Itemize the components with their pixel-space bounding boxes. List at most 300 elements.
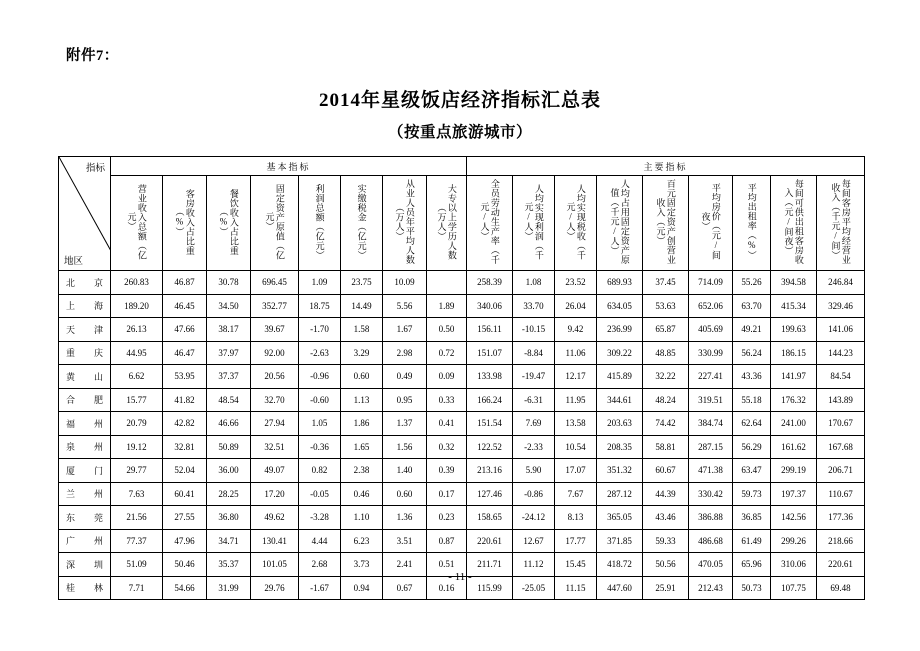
table-cell-value: 144.23 (817, 341, 865, 365)
table-cell-value: 84.54 (817, 365, 865, 389)
table-cell-value: 9.42 (555, 318, 597, 342)
table-cell-value: 418.72 (597, 553, 643, 577)
table-cell-value: 241.00 (771, 412, 817, 436)
table-cell-value: 142.56 (771, 506, 817, 530)
column-header-text: 营业收入总额（亿元） (126, 183, 147, 260)
table-cell-value: 48.54 (207, 388, 251, 412)
table-cell-value: 344.61 (597, 388, 643, 412)
table-cell-region: 重 庆 (59, 341, 111, 365)
table-cell-value: -2.63 (299, 341, 341, 365)
table-cell-value: 17.77 (555, 529, 597, 553)
table-cell-value: 0.16 (427, 576, 467, 600)
table-cell-value: 58.81 (643, 435, 689, 459)
table-cell-value: 3.29 (341, 341, 383, 365)
attachment-label: 附件7： (66, 48, 119, 64)
column-header (251, 176, 299, 271)
table-cell-value: 54.66 (163, 576, 207, 600)
table-cell-value: -0.96 (299, 365, 341, 389)
table-cell-value: 384.74 (689, 412, 733, 436)
table-cell-value: 714.09 (689, 271, 733, 295)
corner-label-metric: 指标 (85, 164, 105, 174)
table-cell-value: 17.07 (555, 459, 597, 483)
table-cell-value: 13.58 (555, 412, 597, 436)
table-cell-value: 652.06 (689, 294, 733, 318)
table-cell-value: 21.56 (111, 506, 163, 530)
column-header (427, 176, 467, 271)
table-cell-value: 0.72 (427, 341, 467, 365)
column-header (163, 176, 207, 271)
table-cell-value: 6.62 (111, 365, 163, 389)
column-header (689, 176, 733, 271)
table-cell-value: 10.09 (383, 271, 427, 295)
table-cell-value: 143.89 (817, 388, 865, 412)
column-header (513, 176, 555, 271)
table-cell-value: 1.08 (513, 271, 555, 295)
table-cell-value: 27.55 (163, 506, 207, 530)
table-cell-value: 122.52 (467, 435, 513, 459)
table-cell-value: 46.45 (163, 294, 207, 318)
table-cell-value: 0.46 (341, 482, 383, 506)
table-cell-value: 258.39 (467, 271, 513, 295)
table-cell-value: 50.46 (163, 553, 207, 577)
table-cell-value: 161.62 (771, 435, 817, 459)
table-cell-value: 199.63 (771, 318, 817, 342)
table-cell-value: 213.16 (467, 459, 513, 483)
table-cell-value: 7.67 (555, 482, 597, 506)
table-cell-value: 340.06 (467, 294, 513, 318)
table-cell-value: -25.05 (513, 576, 555, 600)
table-cell-value: 7.63 (111, 482, 163, 506)
table-cell-value: 49.62 (251, 506, 299, 530)
table-cell-value: 0.49 (383, 365, 427, 389)
column-header (383, 176, 427, 271)
table-cell-value: 25.91 (643, 576, 689, 600)
column-header (597, 176, 643, 271)
table-cell-region: 广 州 (59, 529, 111, 553)
table-cell-value: 141.06 (817, 318, 865, 342)
table-cell-value: -0.60 (299, 388, 341, 412)
table-cell-value: 1.37 (383, 412, 427, 436)
table-cell-value: 206.71 (817, 459, 865, 483)
table-cell-value: 0.51 (427, 553, 467, 577)
table-cell-value: 77.37 (111, 529, 163, 553)
table-cell-value: 310.06 (771, 553, 817, 577)
table-cell-value: 0.23 (427, 506, 467, 530)
table-cell-value: 56.29 (733, 435, 771, 459)
table-cell-value: 470.05 (689, 553, 733, 577)
table-cell-value: 208.35 (597, 435, 643, 459)
table-cell-region: 福 州 (59, 412, 111, 436)
table-cell-value: 60.67 (643, 459, 689, 483)
table-cell-value: 36.85 (733, 506, 771, 530)
table-cell-value: 32.22 (643, 365, 689, 389)
table-cell-value: 0.32 (427, 435, 467, 459)
table-cell-value: 10.54 (555, 435, 597, 459)
table-cell-value: 218.66 (817, 529, 865, 553)
table-cell-value: 59.73 (733, 482, 771, 506)
table-cell-value: 12.17 (555, 365, 597, 389)
table-cell-region: 泉 州 (59, 435, 111, 459)
table-cell-value: 133.98 (467, 365, 513, 389)
table-cell-value: 2.38 (341, 459, 383, 483)
table-cell-value: 28.25 (207, 482, 251, 506)
table-cell-value: 15.77 (111, 388, 163, 412)
table-cell-value: 151.07 (467, 341, 513, 365)
table-cell-value: 6.23 (341, 529, 383, 553)
table-cell-value: 12.67 (513, 529, 555, 553)
column-header-text: 人均占用固定资产原值（千元/人） (609, 179, 630, 265)
table-cell-value: 351.32 (597, 459, 643, 483)
column-header (207, 176, 251, 271)
table-cell-value: 7.71 (111, 576, 163, 600)
table-cell-value: 11.95 (555, 388, 597, 412)
table-cell-value: 330.42 (689, 482, 733, 506)
table-cell-region: 桂 林 (59, 576, 111, 600)
table-cell-value: 50.73 (733, 576, 771, 600)
table-cell-value: 386.88 (689, 506, 733, 530)
table-cell-value: 405.69 (689, 318, 733, 342)
table-cell-value: -0.86 (513, 482, 555, 506)
table-cell-value: -0.36 (299, 435, 341, 459)
table-cell-value: 1.89 (427, 294, 467, 318)
table-cell-value: -1.67 (299, 576, 341, 600)
table-cell-value: 56.24 (733, 341, 771, 365)
table-cell-value: 65.96 (733, 553, 771, 577)
table-cell-value: 11.12 (513, 553, 555, 577)
table-cell-value: 110.67 (817, 482, 865, 506)
table-cell-value: 1.05 (299, 412, 341, 436)
column-header (111, 176, 163, 271)
table-cell-value: 49.07 (251, 459, 299, 483)
table-cell-value: 50.89 (207, 435, 251, 459)
table-cell-value: 48.85 (643, 341, 689, 365)
table-row (59, 435, 865, 459)
table-cell-value: 130.41 (251, 529, 299, 553)
table-cell-value: 18.75 (299, 294, 341, 318)
table-cell-value: -10.15 (513, 318, 555, 342)
table-body (59, 271, 865, 600)
column-header-text: 每间可供出租客房收入（元/间夜） (783, 179, 804, 265)
table-cell-region: 厦 门 (59, 459, 111, 483)
table-group-header-row (59, 157, 865, 176)
column-header-text: 平均出租率（%） (746, 183, 757, 261)
table-cell-value: 14.49 (341, 294, 383, 318)
column-header-text: 固定资产原值（亿元） (264, 183, 285, 260)
table-row (59, 529, 865, 553)
table-cell-value: 32.81 (163, 435, 207, 459)
table-cell-value: 47.66 (163, 318, 207, 342)
table-cell-value: 330.99 (689, 341, 733, 365)
table-cell-value: 696.45 (251, 271, 299, 295)
table-cell-value: 5.56 (383, 294, 427, 318)
table-cell-value: 177.36 (817, 506, 865, 530)
table-cell-value: 167.68 (817, 435, 865, 459)
table-row (59, 459, 865, 483)
table-cell-value: 1.09 (299, 271, 341, 295)
column-header (643, 176, 689, 271)
table-cell-value: 29.77 (111, 459, 163, 483)
table-cell-value: 158.65 (467, 506, 513, 530)
table-cell-value: 220.61 (817, 553, 865, 577)
table-cell-value: 107.75 (771, 576, 817, 600)
table-cell-value: 19.12 (111, 435, 163, 459)
table-cell-value: 319.51 (689, 388, 733, 412)
table-cell-value: 170.67 (817, 412, 865, 436)
table-cell-value: 92.00 (251, 341, 299, 365)
table-cell-value: 43.36 (733, 365, 771, 389)
table-cell-value: -2.33 (513, 435, 555, 459)
column-header-text: 全员劳动生产率（千元/人） (479, 179, 500, 265)
table-cell-value: 156.11 (467, 318, 513, 342)
table-cell-value: 43.46 (643, 506, 689, 530)
table-cell-value: -19.47 (513, 365, 555, 389)
column-header-text: 餐饮收入占比重（%） (218, 188, 239, 256)
table-cell-value: 4.44 (299, 529, 341, 553)
table-cell-value: 1.86 (341, 412, 383, 436)
table-cell-value: 236.99 (597, 318, 643, 342)
column-header (733, 176, 771, 271)
table-cell-value: 51.09 (111, 553, 163, 577)
table-row (59, 412, 865, 436)
table-cell-value: 203.63 (597, 412, 643, 436)
table-column-header-row (59, 176, 865, 271)
table-cell-region: 北 京 (59, 271, 111, 295)
table-cell-value: 37.37 (207, 365, 251, 389)
table-cell-value: 0.60 (383, 482, 427, 506)
table-cell-value: 0.39 (427, 459, 467, 483)
table-cell-value: 211.71 (467, 553, 513, 577)
table-cell-value: 59.33 (643, 529, 689, 553)
column-header (341, 176, 383, 271)
column-header (555, 176, 597, 271)
table-cell-value: 127.46 (467, 482, 513, 506)
corner-header-cell (59, 157, 111, 271)
table-cell-value: 2.98 (383, 341, 427, 365)
table-cell-value: 329.46 (817, 294, 865, 318)
table-cell-value: 26.13 (111, 318, 163, 342)
table-cell-value: -1.70 (299, 318, 341, 342)
table-cell-value: 0.50 (427, 318, 467, 342)
table-cell-value: 151.54 (467, 412, 513, 436)
table-row (59, 318, 865, 342)
table-cell-value: 287.12 (597, 482, 643, 506)
column-header-text: 利润总额（亿元） (314, 183, 325, 260)
table-cell-value: 1.56 (383, 435, 427, 459)
table-cell-value: 63.70 (733, 294, 771, 318)
table-cell-value: 27.94 (251, 412, 299, 436)
column-header-text: 从业人员年平均人数（万人） (394, 179, 415, 265)
table-cell-value: 309.22 (597, 341, 643, 365)
table-cell-value: 11.06 (555, 341, 597, 365)
table-cell-value: 689.93 (597, 271, 643, 295)
table-cell-value: 30.78 (207, 271, 251, 295)
table-cell-value: 53.95 (163, 365, 207, 389)
table-cell-value: 55.18 (733, 388, 771, 412)
table-cell-value: 352.77 (251, 294, 299, 318)
table-cell-value: 47.96 (163, 529, 207, 553)
table-cell-value: 486.68 (689, 529, 733, 553)
table-cell-value: 32.51 (251, 435, 299, 459)
table-cell-value: 36.80 (207, 506, 251, 530)
table-cell-value: 371.85 (597, 529, 643, 553)
table-cell-value: 38.17 (207, 318, 251, 342)
table-cell-value: 227.41 (689, 365, 733, 389)
group-header-main: 主要指标 (467, 157, 865, 176)
table-cell-value: 36.00 (207, 459, 251, 483)
table-cell-value: 299.19 (771, 459, 817, 483)
table-cell-value: 61.49 (733, 529, 771, 553)
table-row (59, 506, 865, 530)
table-cell-value: 0.67 (383, 576, 427, 600)
table-cell-value: 65.87 (643, 318, 689, 342)
table-cell-value: 212.43 (689, 576, 733, 600)
table-cell-value: 1.67 (383, 318, 427, 342)
column-header-text: 客房收入占比重（%） (174, 188, 195, 256)
table-cell-value: 0.60 (341, 365, 383, 389)
table-cell-value: 20.56 (251, 365, 299, 389)
table-cell-value: 471.38 (689, 459, 733, 483)
table-cell-value: 394.58 (771, 271, 817, 295)
table-cell-value: 260.83 (111, 271, 163, 295)
column-header-text: 人均实现利润（千元/人） (523, 183, 544, 260)
table-cell-value: 220.61 (467, 529, 513, 553)
table-row (59, 482, 865, 506)
table-cell-value: 447.60 (597, 576, 643, 600)
table-cell-value: 55.26 (733, 271, 771, 295)
table-cell-region: 兰 州 (59, 482, 111, 506)
column-header-text: 大专以上学历人数（万人） (436, 183, 457, 260)
table-cell-value: 50.56 (643, 553, 689, 577)
table-cell-value: 46.47 (163, 341, 207, 365)
table-cell-value: 2.68 (299, 553, 341, 577)
table-cell-value: 41.82 (163, 388, 207, 412)
table-cell-region: 天 津 (59, 318, 111, 342)
table-cell-region: 上 海 (59, 294, 111, 318)
table-cell-value: 74.42 (643, 412, 689, 436)
column-header-text: 百元固定资产创营业收入（元） (655, 179, 676, 265)
table-cell-value: 0.94 (341, 576, 383, 600)
table-cell-value: 0.41 (427, 412, 467, 436)
table-cell-value: 46.87 (163, 271, 207, 295)
column-header-text: 人均实现税收（千元/人） (565, 183, 586, 260)
table-cell-value: 0.82 (299, 459, 341, 483)
table-cell-value: 1.40 (383, 459, 427, 483)
table-cell-value: 2.41 (383, 553, 427, 577)
table-cell-value: 5.90 (513, 459, 555, 483)
table-cell-value: 23.75 (341, 271, 383, 295)
table-cell-value: 3.73 (341, 553, 383, 577)
table-cell-value: 49.21 (733, 318, 771, 342)
table-cell-value: 26.04 (555, 294, 597, 318)
table-cell-value: 246.84 (817, 271, 865, 295)
table-cell-value: 23.52 (555, 271, 597, 295)
table-cell-value: 299.26 (771, 529, 817, 553)
table-cell-value: 101.05 (251, 553, 299, 577)
column-header (817, 176, 865, 271)
table-cell-value: -0.05 (299, 482, 341, 506)
table-cell-value: 69.48 (817, 576, 865, 600)
table-cell-value: 365.05 (597, 506, 643, 530)
table-cell-value: 176.32 (771, 388, 817, 412)
table-cell-region: 东 莞 (59, 506, 111, 530)
table-cell-value: 37.97 (207, 341, 251, 365)
table-row (59, 365, 865, 389)
table-cell-value: 186.15 (771, 341, 817, 365)
column-header-text: 平均房价（元/间夜） (700, 183, 721, 261)
table-cell-value: 62.64 (733, 412, 771, 436)
table-cell-value: 7.69 (513, 412, 555, 436)
table-cell-value: 166.24 (467, 388, 513, 412)
table-cell-value: 0.95 (383, 388, 427, 412)
table-cell-value: 34.50 (207, 294, 251, 318)
table-cell-value: 1.36 (383, 506, 427, 530)
table-cell-value: 0.33 (427, 388, 467, 412)
table-cell-value: 29.76 (251, 576, 299, 600)
table-cell-value: 31.99 (207, 576, 251, 600)
table-cell-value: 0.87 (427, 529, 467, 553)
table-cell-value: 8.13 (555, 506, 597, 530)
page-title: 2014年星级饭店经济指标汇总表 (318, 90, 601, 111)
table-cell-value: 1.13 (341, 388, 383, 412)
table-cell-value: 141.97 (771, 365, 817, 389)
table-cell-value: 1.65 (341, 435, 383, 459)
table-cell-value: -3.28 (299, 506, 341, 530)
table-cell-value: 44.95 (111, 341, 163, 365)
column-header (771, 176, 817, 271)
table-cell-value: 189.20 (111, 294, 163, 318)
statistics-table (58, 156, 865, 600)
table-row (59, 388, 865, 412)
table-cell-value: 115.99 (467, 576, 513, 600)
table-cell-value: 46.66 (207, 412, 251, 436)
table-cell-region: 合 肥 (59, 388, 111, 412)
page-number: - 11 - (448, 571, 472, 583)
table-cell-value: -8.84 (513, 341, 555, 365)
table-cell-value: 44.39 (643, 482, 689, 506)
column-header-text: 每间客房平均经营业收入（千元/间） (830, 179, 851, 265)
table-cell-value: 42.82 (163, 412, 207, 436)
table-cell-value: 53.63 (643, 294, 689, 318)
column-header (299, 176, 341, 271)
table-row (59, 294, 865, 318)
table-cell-value: -24.12 (513, 506, 555, 530)
table-cell-value: 52.04 (163, 459, 207, 483)
column-header (467, 176, 513, 271)
table-cell-value: 17.20 (251, 482, 299, 506)
table-cell-value: 39.67 (251, 318, 299, 342)
table-cell-value: 634.05 (597, 294, 643, 318)
table-cell-region: 深 圳 (59, 553, 111, 577)
table-cell-value: 415.34 (771, 294, 817, 318)
table-cell-value: -6.31 (513, 388, 555, 412)
table-cell-value: 35.37 (207, 553, 251, 577)
table-cell-value: 48.24 (643, 388, 689, 412)
corner-label-region: 地区 (64, 257, 84, 267)
table-cell-value: 20.79 (111, 412, 163, 436)
table-cell-value: 0.09 (427, 365, 467, 389)
table-cell-value: 15.45 (555, 553, 597, 577)
table-cell-value (427, 271, 467, 295)
table-cell-value: 11.15 (555, 576, 597, 600)
table-cell-value: 197.37 (771, 482, 817, 506)
table-cell-value: 415.89 (597, 365, 643, 389)
table-cell-value: 60.41 (163, 482, 207, 506)
column-header-text: 实缴税金（亿元） (356, 183, 367, 260)
table-cell-value: 0.17 (427, 482, 467, 506)
table-cell-value: 34.71 (207, 529, 251, 553)
table-cell-value: 37.45 (643, 271, 689, 295)
table-cell-value: 63.47 (733, 459, 771, 483)
